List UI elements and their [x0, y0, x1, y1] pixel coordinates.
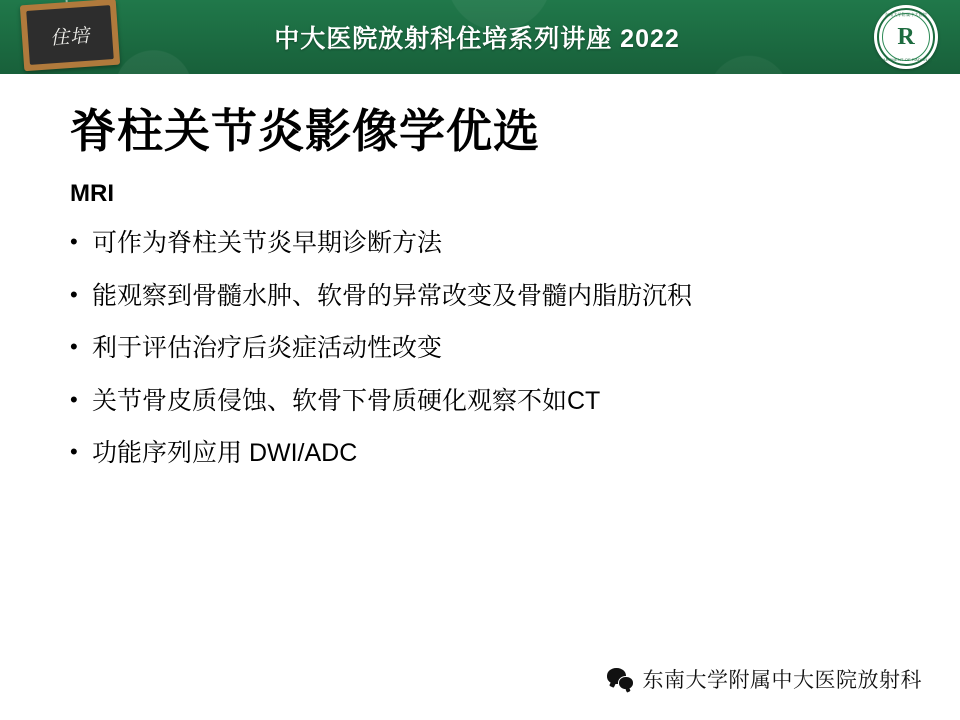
list-item	[70, 386, 910, 417]
bullet-marker-icon: •	[70, 229, 78, 254]
slide-header-bar	[0, 0, 960, 74]
footer-credit	[607, 664, 923, 694]
header-title: 中大医院放射科住培系列讲座 2022	[274, 25, 680, 53]
list-item	[70, 333, 910, 364]
chalkboard-text: 住培	[49, 25, 91, 49]
chalkboard-badge	[20, 0, 120, 71]
logo-text-top: 东南大学附属中大医院	[885, 12, 927, 17]
bullet-marker-icon: •	[70, 439, 78, 464]
bullet-marker-icon: •	[70, 281, 78, 307]
logo-text-bottom: DEPARTMENT OF RADIOLOGY	[874, 57, 938, 62]
list-item-text: 功能序列应用 DWI/ADC	[92, 439, 358, 467]
list-item-text: 可作为脊柱关节炎早期诊断方法	[92, 229, 443, 257]
hospital-logo	[874, 5, 938, 69]
list-item-text: 关节骨皮质侵蚀、软骨下骨质硬化观察不如CT	[92, 386, 601, 415]
wechat-bubble-small	[618, 676, 634, 690]
section-label-mri: MRI	[70, 180, 114, 207]
list-item	[70, 281, 910, 312]
bullet-list	[70, 228, 910, 491]
list-item-text: 能观察到骨髓水肿、软骨的异常改变及骨髓内脂肪沉积	[92, 281, 693, 310]
page-title: 脊柱关节炎影像学优选	[70, 105, 540, 157]
list-item	[70, 228, 910, 259]
bullet-marker-icon: •	[70, 386, 78, 412]
bullet-marker-icon: •	[70, 334, 78, 359]
list-item-text: 利于评估治疗后炎症活动性改变	[92, 334, 443, 362]
wechat-icon	[607, 668, 634, 690]
list-item	[70, 438, 910, 469]
logo-letter-mark: R	[897, 23, 915, 50]
footer-text: 东南大学附属中大医院放射科	[642, 669, 922, 692]
